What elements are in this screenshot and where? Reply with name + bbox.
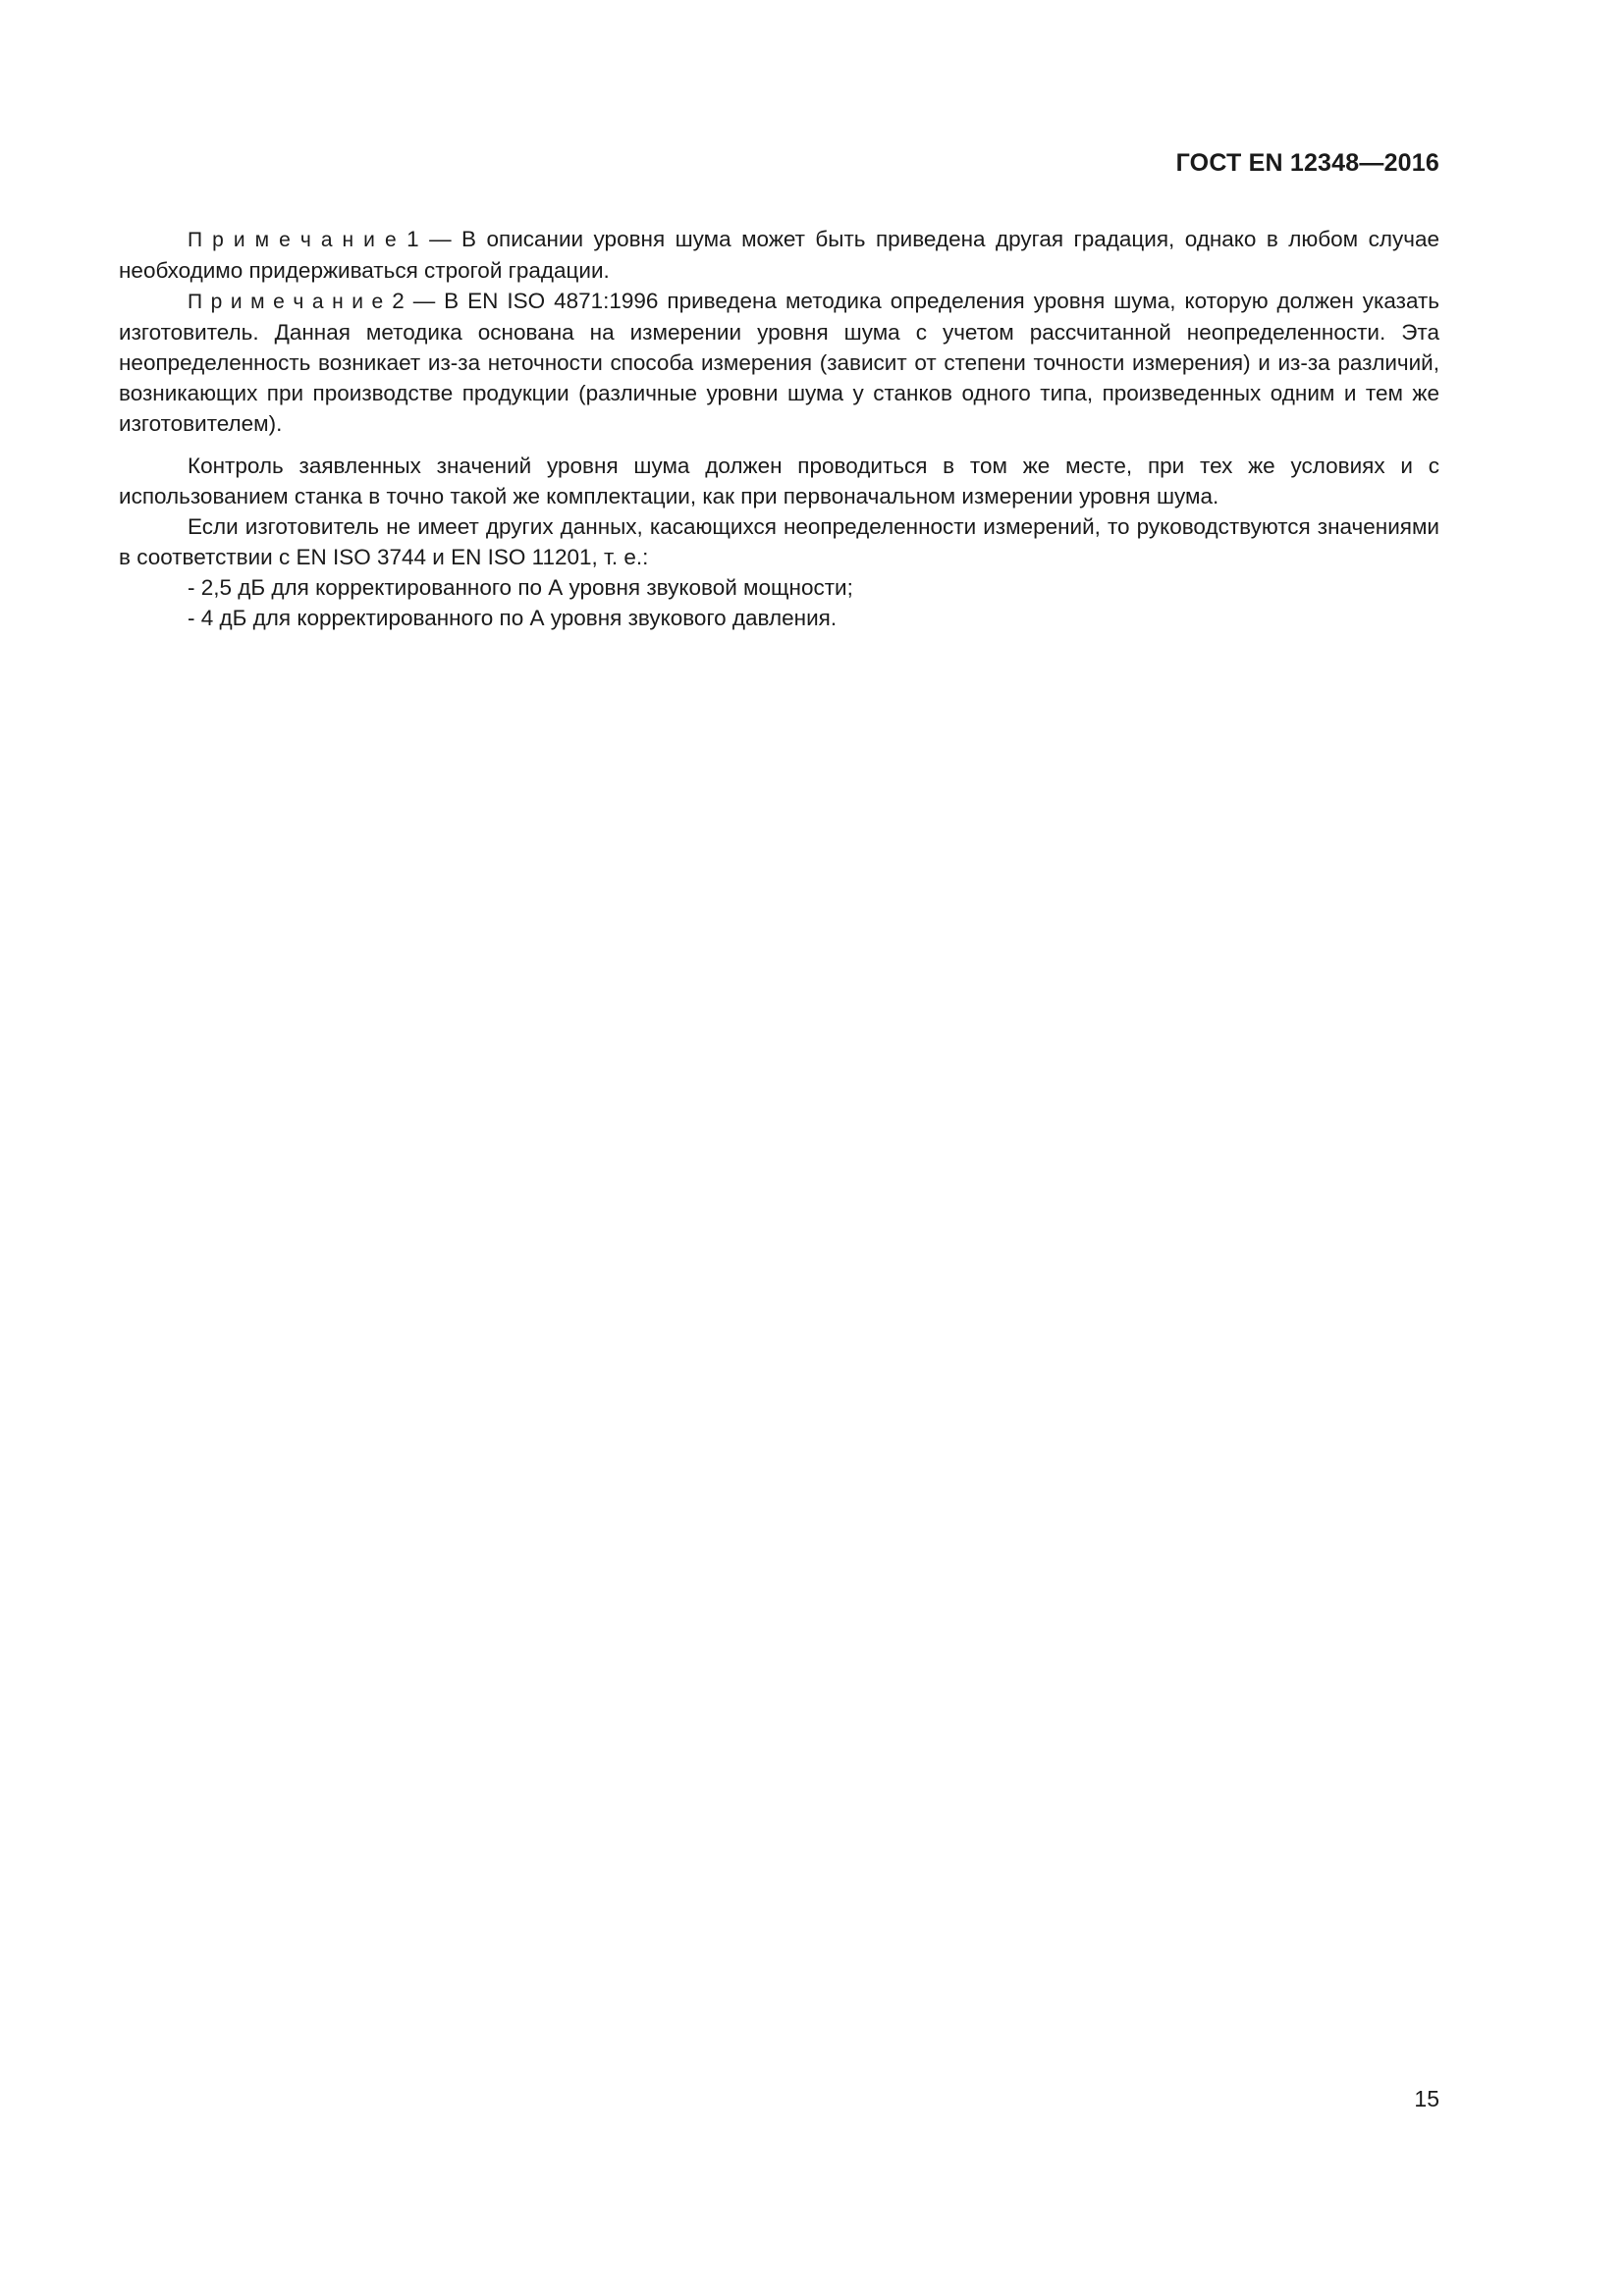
list-item: - 4 дБ для корректированного по А уровня звукового давления. bbox=[188, 606, 838, 630]
note-text: 2 — В EN ISO 4871:1996 приведена методика определения уровня шума, которую должен указать изготовитель. Данная методика основана на измерении уровня шума с учетом рассчитанной неопределенности. Эта неопределенность возникает из-за неточности способа измерения (зависит от степени точности измерения) и из-за различий, возникающих при производстве продукции (различные уровни шума у станков одного типа, произведенных одним и тем же изготовителем). bbox=[119, 289, 1439, 436]
paragraph-uncertainty: Если изготовитель не имеет других данных, касающихся неопределенности измерений, то руководствуются значениями в соответствии с EN ISO 3744 и EN ISO 11201, т. е.: bbox=[119, 514, 1439, 569]
note-2 bbox=[119, 286, 1439, 439]
note-label: П р и м е ч а н и е bbox=[188, 291, 384, 313]
note-text: 1 — В описании уровня шума может быть приведена другая градация, однако в любом случае необходимо придерживаться строгой градации. bbox=[119, 227, 1439, 283]
page-number: 15 bbox=[1414, 2086, 1439, 2111]
list-item: - 2,5 дБ для корректированного по А уровня звуковой мощности; bbox=[188, 575, 853, 600]
page-body bbox=[119, 224, 1439, 633]
note-label: П р и м е ч а н и е bbox=[188, 229, 397, 251]
note-1 bbox=[119, 224, 1439, 286]
paragraph-noise-control: Контроль заявленных значений уровня шума должен проводиться в том же месте, при тех же условиях и с использованием станка в точно такой же комплектации, как при первоначальном измерении уровня шума. bbox=[119, 454, 1439, 508]
standard-code-header: ГОСТ EN 12348—2016 bbox=[1175, 149, 1439, 177]
